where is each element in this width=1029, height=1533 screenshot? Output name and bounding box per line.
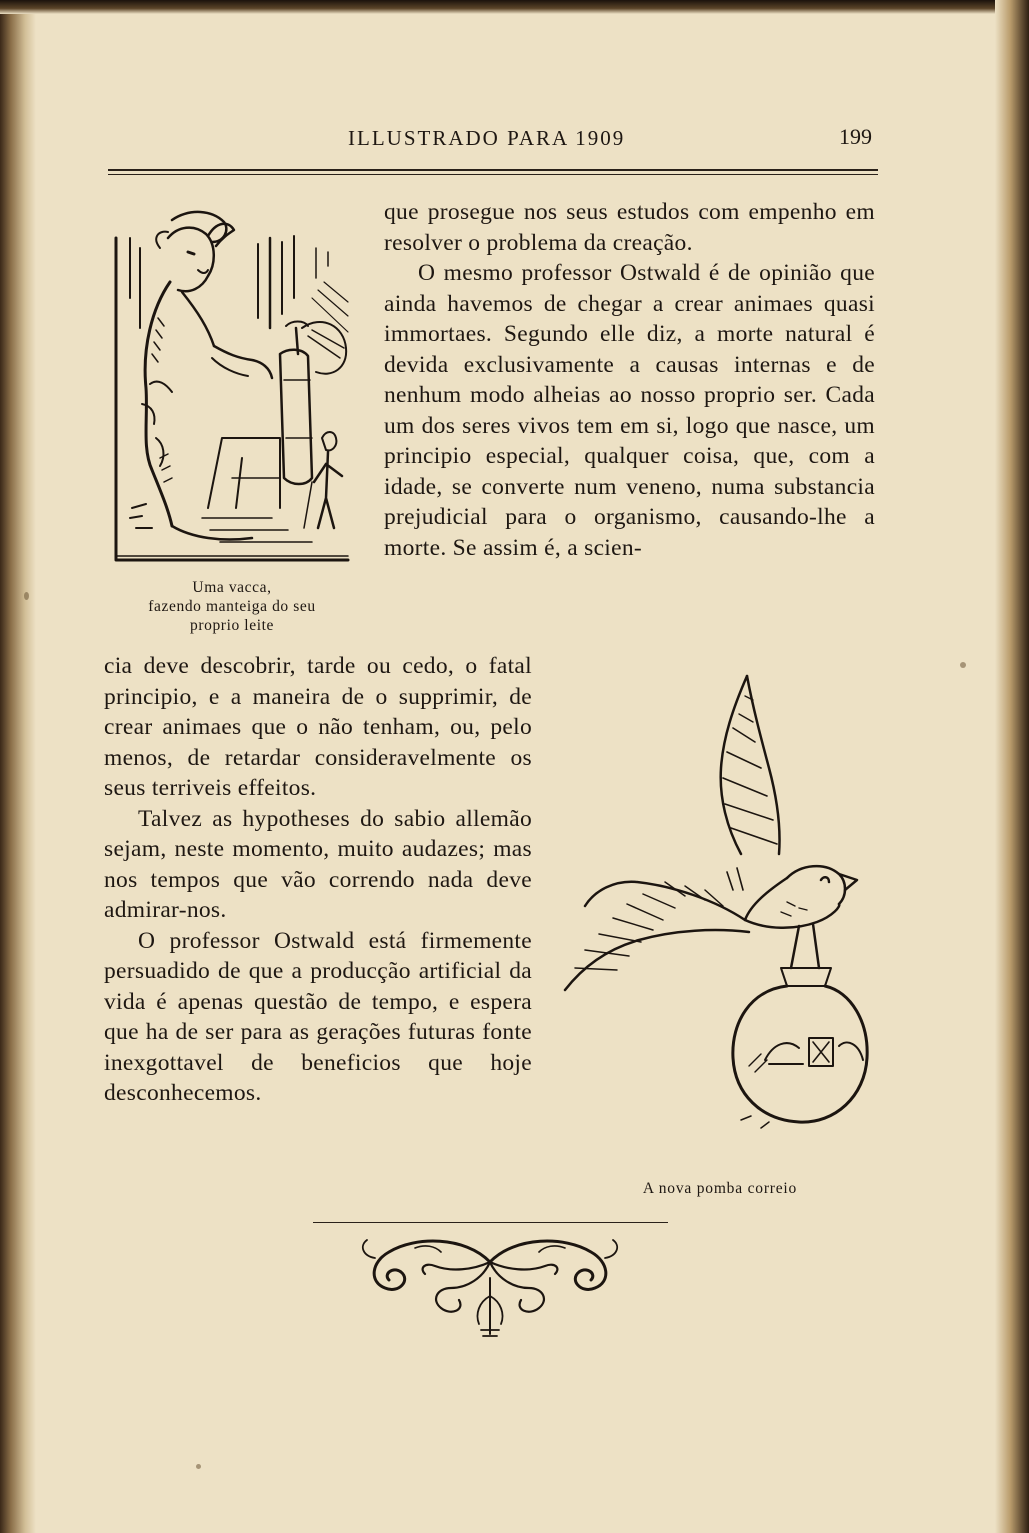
header-rule-thin	[108, 174, 878, 175]
tailpiece-ornament	[355, 1226, 625, 1342]
header-rule	[108, 169, 878, 171]
paragraph: que prosegue nos seus estudos com empenho em resolver o problema da creação.	[384, 199, 875, 256]
page-number: 199	[839, 124, 872, 149]
running-head	[108, 118, 878, 158]
cow-caption	[96, 578, 368, 635]
binding-shadow	[0, 0, 36, 1533]
margin-speck	[960, 662, 966, 668]
page-top-edge	[0, 0, 1029, 14]
margin-speck	[24, 592, 29, 600]
cow-caption-line: fazendo manteiga do seu	[148, 598, 316, 615]
cow-illustration	[112, 208, 352, 566]
paragraph: Talvez as hypotheses do sabio allemão sejam, neste momento, muito audazes; mas nos tempos que vão correndo nada deve admirar-nos.	[104, 805, 532, 923]
cow-caption-line: Uma vacca,	[192, 579, 272, 596]
paragraph: O mesmo professor Ostwald é de opinião que ainda havemos de chegar a crear animaes quasi immortaes. Segundo elle diz, a morte natural é devida exclusivamente a causas internas e de nenhum modo alheias ao nosso proprio ser. Cada um dos seres vivos tem em si, logo que nasce, um principio especial, qualquer coisa, que, com a idade, se converte num veneno, numa substancia prejudicial para o organismo, causando-lhe a morte. Se assim é, a scien-	[384, 260, 875, 561]
paragraph: O professor Ostwald está firmemente persuadido de que a producção artificial da vida é apenas questão de tempo, e espera que ha de ser para as gerações futuras fonte inexgottavel de beneficios que hoje desconhecemos.	[104, 927, 532, 1106]
left-column-text	[104, 651, 532, 1109]
running-title: ILLUSTRADO PARA 1909	[348, 126, 626, 150]
dove-caption: A nova pomba correio	[642, 1180, 798, 1197]
cow-caption-line: proprio leite	[190, 617, 274, 634]
page-right-edge	[995, 0, 1029, 1533]
paragraph: cia deve descobrir, tarde ou cedo, o fatal principio, e a maneira de o supprimir, de crear animaes que o não tenham, ou, pelo menos, de retardar consideravelmente os seus terriveis effeitos.	[104, 653, 532, 801]
end-rule	[313, 1222, 668, 1223]
margin-speck	[196, 1464, 201, 1469]
right-column-text	[384, 197, 875, 563]
dove-illustration	[555, 668, 880, 1158]
